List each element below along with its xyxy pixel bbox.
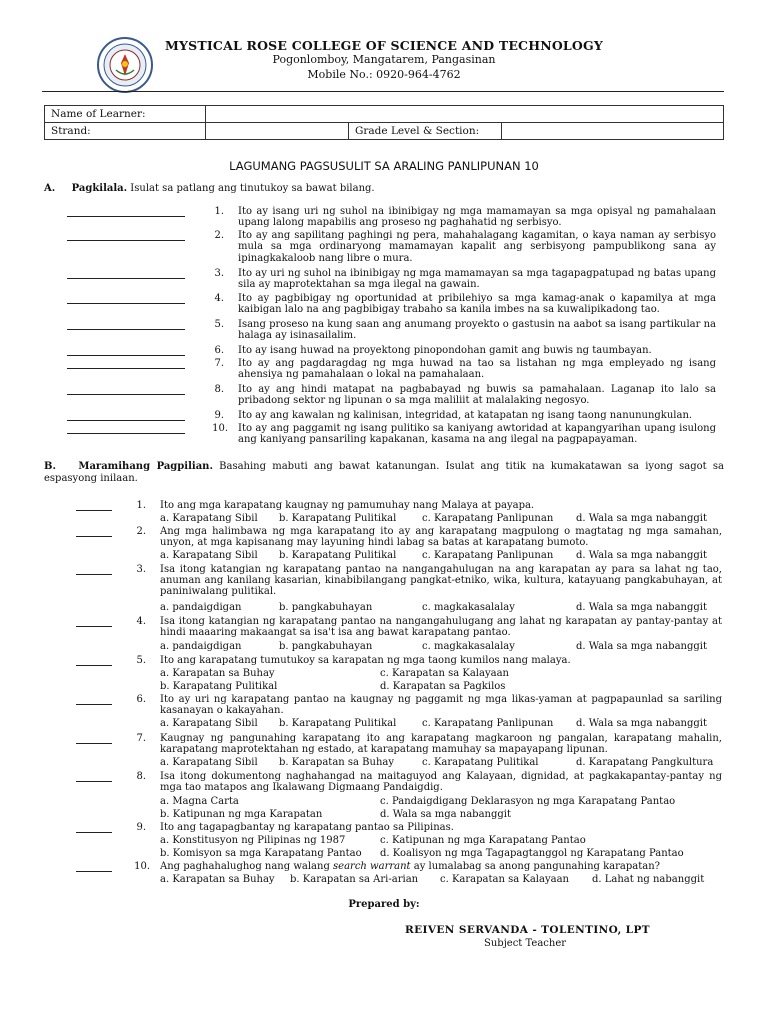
question-text-end: ay lumalabag sa anong pangunahing karapatan? bbox=[410, 861, 661, 872]
prepared-by-label: Prepared by: bbox=[348, 899, 420, 910]
option: d. Wala sa mga nabanggit bbox=[576, 513, 707, 524]
item-number: 9. bbox=[214, 410, 224, 421]
answer-blank[interactable] bbox=[67, 216, 185, 217]
section-b-letter: B. bbox=[44, 461, 56, 472]
option: a. pandaigdigan bbox=[160, 602, 242, 613]
item-number: 2. bbox=[136, 526, 146, 537]
item-number: 1. bbox=[136, 500, 146, 511]
option: d. Wala sa mga nabanggit bbox=[380, 809, 511, 820]
school-address: Pogonlomboy, Mangatarem, Pangasinan bbox=[272, 53, 496, 66]
answer-blank[interactable] bbox=[76, 510, 112, 511]
option: a. Konstitusyon ng Pilipinas ng 1987 bbox=[160, 835, 346, 846]
answer-blank[interactable] bbox=[67, 303, 185, 304]
grade-field[interactable] bbox=[502, 123, 724, 140]
answer-blank[interactable] bbox=[76, 626, 112, 627]
answer-blank[interactable] bbox=[67, 240, 185, 241]
item-text: Ito ay uri ng suhol na ibinibigay ng mga mamamayan sa mga tagapagpatupad ng batas upang sila ay maprotektahan sa mga ilegal na gawain. bbox=[238, 268, 716, 291]
question-text: Isa itong dokumentong naghahangad na maitaguyod ang Kalayaan, dignidad, at pagkakapantay-pantay ng mga tao matapos ang Ikalawang Digmaang Pandaigdig. bbox=[160, 771, 722, 794]
item-text: Ito ay ang paggamit ng isang pulitiko sa kaniyang awtoridad at kapangyarihan upang isulong ang kaniyang pansariling kapakanan, kasama na ang ilegal na pagpapayaman. bbox=[238, 423, 716, 446]
option: d. Koalisyon ng mga Tagapagtanggol ng Karapatang Pantao bbox=[380, 848, 684, 859]
item-number: 5. bbox=[136, 655, 146, 666]
option: c. Pandaigdigang Deklarasyon ng mga Karapatang Pantao bbox=[380, 796, 676, 807]
answer-blank[interactable] bbox=[76, 536, 112, 537]
item-number: 10. bbox=[212, 423, 228, 434]
option: b. Karapatang Pulitikal bbox=[160, 681, 278, 692]
option: b. Komisyon sa mga Karapatang Pantao bbox=[160, 848, 362, 859]
answer-blank[interactable] bbox=[67, 355, 185, 356]
question-text-start: Ang paghahalughog nang walang bbox=[160, 861, 334, 872]
option: c. Karapatan sa Kalayaan bbox=[440, 874, 569, 885]
option: b. Karapatang Pulitikal bbox=[279, 718, 397, 729]
option: c. Karapatang Panlipunan bbox=[422, 550, 554, 561]
option: d. Wala sa mga nabanggit bbox=[576, 550, 707, 561]
option: b. pangkabuhayan bbox=[279, 602, 373, 613]
answer-blank[interactable] bbox=[76, 665, 112, 666]
section-a-instruction: Isulat sa patlang ang tinutukoy sa bawat bilang. bbox=[127, 183, 375, 194]
option: c. magkakasalalay bbox=[422, 602, 515, 613]
answer-blank[interactable] bbox=[76, 832, 112, 833]
answer-blank[interactable] bbox=[76, 781, 112, 782]
item-number: 10. bbox=[134, 861, 150, 872]
item-number: 8. bbox=[214, 384, 224, 395]
section-a-letter: A. bbox=[44, 183, 56, 194]
answer-blank[interactable] bbox=[67, 433, 185, 434]
item-number: 3. bbox=[214, 268, 224, 279]
option: b. Katipunan ng mga Karapatan bbox=[160, 809, 323, 820]
item-text: Ito ay ang kawalan ng kalinisan, integridad, at katapatan ng isang taong nanunungkulan. bbox=[238, 410, 693, 421]
question-text: Ito ang tagapagbantay ng karapatang pantao sa Pilipinas. bbox=[160, 822, 454, 833]
item-text: Ito ay ang pagdaragdag ng mga huwad na tao sa listahan ng mga empleyado ng isang ahensiya ng pamahalaan o lokal na pamahalaan. bbox=[238, 358, 716, 381]
option: a. Karapatang Sibil bbox=[160, 550, 258, 561]
strand-label: Strand: bbox=[45, 123, 206, 140]
question-text: Isa itong katangian ng karapatang pantao na nangangahulugang ang lahat ng karapatan ay pantay-pantay at hindi maaaring makaangat sa isa't isa ang bawat karapatang pantao. bbox=[160, 616, 722, 639]
option: a. Karapatan sa Buhay bbox=[160, 874, 275, 885]
option: a. Magna Carta bbox=[160, 796, 239, 807]
option: c. Karapatang Pulitikal bbox=[422, 757, 539, 768]
item-number: 4. bbox=[214, 293, 224, 304]
section-a-heading bbox=[44, 183, 375, 194]
question-text bbox=[160, 861, 722, 872]
exam-title: LAGUMANG PAGSUSULIT SA ARALING PANLIPUNAN 10 bbox=[229, 159, 539, 173]
item-text: Ito ay isang uri ng suhol na ibinibigay ng mga mamamayan sa mga opisyal ng pamahalaan upang lalong mapabilis ang proseso ng paghahatid ng serbisyo. bbox=[238, 206, 716, 229]
option: c. Karapatang Panlipunan bbox=[422, 718, 554, 729]
section-b-heading bbox=[44, 461, 724, 485]
question-text: Ito ang mga karapatang kaugnay ng pamumuhay nang Malaya at payapa. bbox=[160, 500, 535, 511]
name-label: Name of Learner: bbox=[45, 106, 206, 123]
question-text: Isa itong katangian ng karapatang pantao na nangangahulugan na ang karapatan ay para sa lahat ng tao, anuman ang kanilang kasarian, kinabibilangang pangkat-etniko, wika, kultura, katayuang pangkabuhayan, at paniniwalang pulitikal. bbox=[160, 564, 722, 598]
item-text: Ito ay ang sapilitang paghingi ng pera, mahahalagang kagamitan, o kaya naman ay serbisyo mula sa mga ordinaryong mamamayan kapalit ang serbisyong pampublikong sana ay ipinagkakaloob nang libre o mura. bbox=[238, 230, 716, 264]
item-number: 8. bbox=[136, 771, 146, 782]
item-number: 2. bbox=[214, 230, 224, 241]
option: a. pandaigdigan bbox=[160, 641, 242, 652]
question-text: Ito ang karapatang tumutukoy sa karapatan ng mga taong kumilos nang malaya. bbox=[160, 655, 571, 666]
item-number: 7. bbox=[136, 733, 146, 744]
grade-label: Grade Level & Section: bbox=[349, 123, 502, 140]
item-text: Isang proseso na kung saan ang anumang proyekto o gastusin na aabot sa isang partikular na halaga ay isinasailalim. bbox=[238, 319, 716, 342]
question-text: Ang mga halimbawa ng mga karapatang ito ay ang karapatang magpulong o magtatag ng mga samahan, unyon, at mga kapisanang may layuning hindi labag sa batas at karapatang bumoto. bbox=[160, 526, 722, 549]
option: a. Karapatang Sibil bbox=[160, 513, 258, 524]
answer-blank[interactable] bbox=[67, 329, 185, 330]
header-divider bbox=[42, 91, 724, 92]
answer-blank[interactable] bbox=[67, 278, 185, 279]
option: a. Karapatang Sibil bbox=[160, 757, 258, 768]
option: b. Karapatan sa Ari-arian bbox=[290, 874, 419, 885]
item-text: Ito ay pagbibigay ng oportunidad at pribilehiyo sa mga kamag-anak o kapamilya at mga kaibigan lalo na ang pagbibigay trabaho sa kanila imbes na sa kuwalipikadong tao. bbox=[238, 293, 716, 316]
option: b. Karapatang Pulitikal bbox=[279, 513, 397, 524]
teacher-role: Subject Teacher bbox=[484, 938, 567, 949]
name-field[interactable] bbox=[206, 106, 724, 123]
learner-info-table bbox=[44, 105, 724, 140]
item-number: 1. bbox=[214, 206, 224, 217]
item-number: 6. bbox=[136, 694, 146, 705]
item-number: 9. bbox=[136, 822, 146, 833]
option: a. Karapatang Sibil bbox=[160, 718, 258, 729]
question-emphasis: search warrant bbox=[333, 861, 411, 872]
strand-field[interactable] bbox=[206, 123, 349, 140]
option: c. Katipunan ng mga Karapatang Pantao bbox=[380, 835, 586, 846]
answer-blank[interactable] bbox=[76, 574, 112, 575]
option: d. Wala sa mga nabanggit bbox=[576, 718, 707, 729]
item-number: 3. bbox=[136, 564, 146, 575]
answer-blank[interactable] bbox=[76, 743, 112, 744]
answer-blank[interactable] bbox=[67, 420, 185, 421]
option: c. Karapatan sa Kalayaan bbox=[380, 668, 509, 679]
answer-blank[interactable] bbox=[76, 704, 112, 705]
item-number: 5. bbox=[214, 319, 224, 330]
item-number: 4. bbox=[136, 616, 146, 627]
answer-blank[interactable] bbox=[67, 368, 185, 369]
option: b. Karapatang Pulitikal bbox=[279, 550, 397, 561]
option: c. magkakasalalay bbox=[422, 641, 515, 652]
option: c. Karapatang Panlipunan bbox=[422, 513, 554, 524]
item-number: 7. bbox=[214, 358, 224, 369]
school-mobile: Mobile No.: 0920-964-4762 bbox=[307, 68, 461, 81]
school-name: MYSTICAL ROSE COLLEGE OF SCIENCE AND TECHNOLOGY bbox=[164, 38, 604, 53]
option: a. Karapatan sa Buhay bbox=[160, 668, 275, 679]
question-text: Ito ay uri ng karapatang pantao na kaugnay ng paggamit ng mga likas-yaman at pagpapaunlad sa sariling kasanayan o kakayahan. bbox=[160, 694, 722, 717]
section-a-title: Pagkilala. bbox=[71, 183, 128, 194]
option: d. Wala sa mga nabanggit bbox=[576, 641, 707, 652]
option: d. Wala sa mga nabanggit bbox=[576, 602, 707, 613]
section-b-title: Maramihang Pagpilian. bbox=[78, 461, 213, 472]
item-text: Ito ay ang hindi matapat na pagbabayad ng buwis sa pamahalaan. Laganap ito lalo sa pribadong sektor ng lipunan o sa mga maliliit at malalaking negosyo. bbox=[238, 384, 716, 407]
item-text: Ito ay isang huwad na proyektong pinopondohan gamit ang buwis ng taumbayan. bbox=[238, 345, 652, 356]
answer-blank[interactable] bbox=[76, 871, 112, 872]
option: d. Lahat ng nabanggit bbox=[592, 874, 705, 885]
option: d. Karapatan sa Pagkilos bbox=[380, 681, 506, 692]
option: d. Karapatang Pangkultura bbox=[576, 757, 714, 768]
answer-blank[interactable] bbox=[67, 394, 185, 395]
teacher-name: REIVEN SERVANDA - TOLENTINO, LPT bbox=[405, 924, 650, 936]
option: b. pangkabuhayan bbox=[279, 641, 373, 652]
question-text: Kaugnay ng pangunahing karapatang ito ang karapatang magkaroon ng pangalan, karapatang mahalin, karapatang maprotektahan ng estado, at karapatang mamuhay sa mapayapang lipunan. bbox=[160, 733, 722, 756]
option: b. Karapatan sa Buhay bbox=[279, 757, 395, 768]
section-b-instruction: Basahing mabuti ang bawat katanungan. Isulat ang titik na kumakatawan sa iyong sagot sa espasyong inilaan. bbox=[44, 461, 724, 484]
item-number: 6. bbox=[214, 345, 224, 356]
